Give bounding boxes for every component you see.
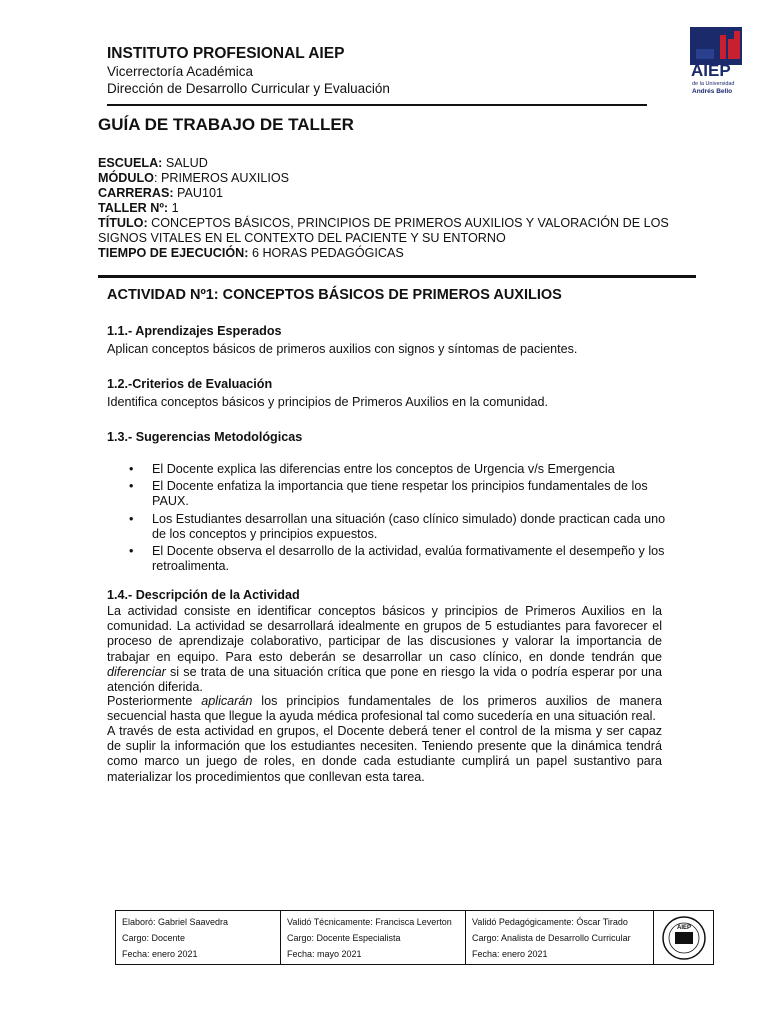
valido-pedagogico-cell: Validó Pedagógicamente: Óscar Tirado Cargo: Analista de Desarrollo Curricular Fecha: enero 2021 <box>466 911 654 964</box>
guide-title: GUÍA DE TRABAJO DE TALLER <box>98 115 354 134</box>
meta-titulo-cont: SIGNOS VITALES EN EL CONTEXTO DEL PACIENTE Y SU ENTORNO <box>98 231 506 245</box>
vicerrectoria: Vicerrectoría Académica <box>107 64 254 79</box>
s2-heading: 1.2.-Criterios de Evaluación <box>107 377 273 391</box>
aiep-seal <box>654 911 713 964</box>
direccion: Dirección de Desarrollo Curricular y Evaluación <box>107 81 390 96</box>
meta-taller: TALLER Nº: 1 <box>98 201 179 215</box>
logo-text: AIEP <box>691 61 731 80</box>
list-item: • El Docente enfatiza la importancia que tiene respetar los principios fundamentales de los PAUX. <box>129 479 648 509</box>
aiep-logo <box>690 27 742 97</box>
meta-rule <box>98 275 696 278</box>
s4-paragraph-1: La actividad consiste en identificar conceptos básicos y principios de Primeros Auxilios en la comunidad. La actividad se desarrollará idealmente en grupos de 5 estudiantes para favorecer el proceso de aprendizaje colaborativo, participar de las discusiones y valorar la importancia de trabajar en equipo. Para esto deberán se desarrollar un caso clínico, en donde tendrán que diferenciar si se trata de una situación crítica que pone en riesgo la vida o podría esperar por una atención diferida. <box>107 604 662 695</box>
list-item: • Los Estudiantes desarrollan una situación (caso clínico simulado) donde practican cada uno de los conceptos y principios expuestos. <box>129 511 666 541</box>
meta-tiempo: TIEMPO DE EJECUCIÓN: 6 HORAS PEDAGÓGICAS <box>98 246 404 260</box>
s2-text: Identifica conceptos básicos y principios de Primeros Auxilios en la comunidad. <box>107 395 549 409</box>
elaboro-cell: Elaboró: Gabriel Saavedra Cargo: Docente Fecha: enero 2021 <box>116 911 281 964</box>
valido-tecnico-cell: Validó Técnicamente: Francisca Leverton Cargo: Docente Especialista Fecha: mayo 2021 <box>281 911 466 964</box>
header-rule <box>107 104 647 106</box>
s1-text: Aplican conceptos básicos de primeros auxilios con signos y síntomas de pacientes. <box>107 342 578 356</box>
activity-title: ACTIVIDAD Nº1: CONCEPTOS BÁSICOS DE PRIMEROS AUXILIOS <box>107 287 562 303</box>
institution-name: INSTITUTO PROFESIONAL AIEP <box>107 45 345 62</box>
approval-table <box>115 910 714 965</box>
meta-carreras: CARRERAS: PAU101 <box>98 186 224 200</box>
seal-icon <box>661 915 707 961</box>
s4-paragraph-2: Posteriormente aplicarán los principios fundamentales de los primeros auxilios de manera secuencial hasta que llegue la ayuda médica profesional tal como sucedería en una situación real. <box>107 694 662 724</box>
s3-bullet-list <box>107 462 667 576</box>
logo-sub1: de la Universidad <box>692 81 735 87</box>
s3-heading: 1.3.- Sugerencias Metodológicas <box>107 430 303 444</box>
meta-escuela: ESCUELA: SALUD <box>98 156 208 170</box>
meta-modulo: MÓDULO: PRIMEROS AUXILIOS <box>98 171 290 185</box>
logo-sub2: Andrés Bello <box>692 88 733 95</box>
list-item: • El Docente explica las diferencias entre los conceptos de Urgencia v/s Emergencia <box>129 462 615 476</box>
meta-titulo: TÍTULO: CONCEPTOS BÁSICOS, PRINCIPIOS DE PRIMEROS AUXILIOS Y VALORACIÓN DE LOS <box>98 216 669 230</box>
s4-heading: 1.4.- Descripción de la Actividad <box>107 588 300 602</box>
s1-heading: 1.1.- Aprendizajes Esperados <box>107 324 282 338</box>
s4-paragraph-3: A través de esta actividad en grupos, el Docente deberá tener el control de la misma y ser capaz de suplir la información que los estudiantes necesiten. Teniendo presente que la dinámica tendrá como marco un juego de roles, en donde cada estudiante cumplirá un papel sustantivo para materializar los procedimientos que conllevan esta tarea. <box>107 724 662 784</box>
seal-text: AIEP <box>676 924 691 931</box>
list-item: • El Docente observa el desarrollo de la actividad, evalúa formativamente el desempeño y los retroalimenta. <box>129 544 665 574</box>
